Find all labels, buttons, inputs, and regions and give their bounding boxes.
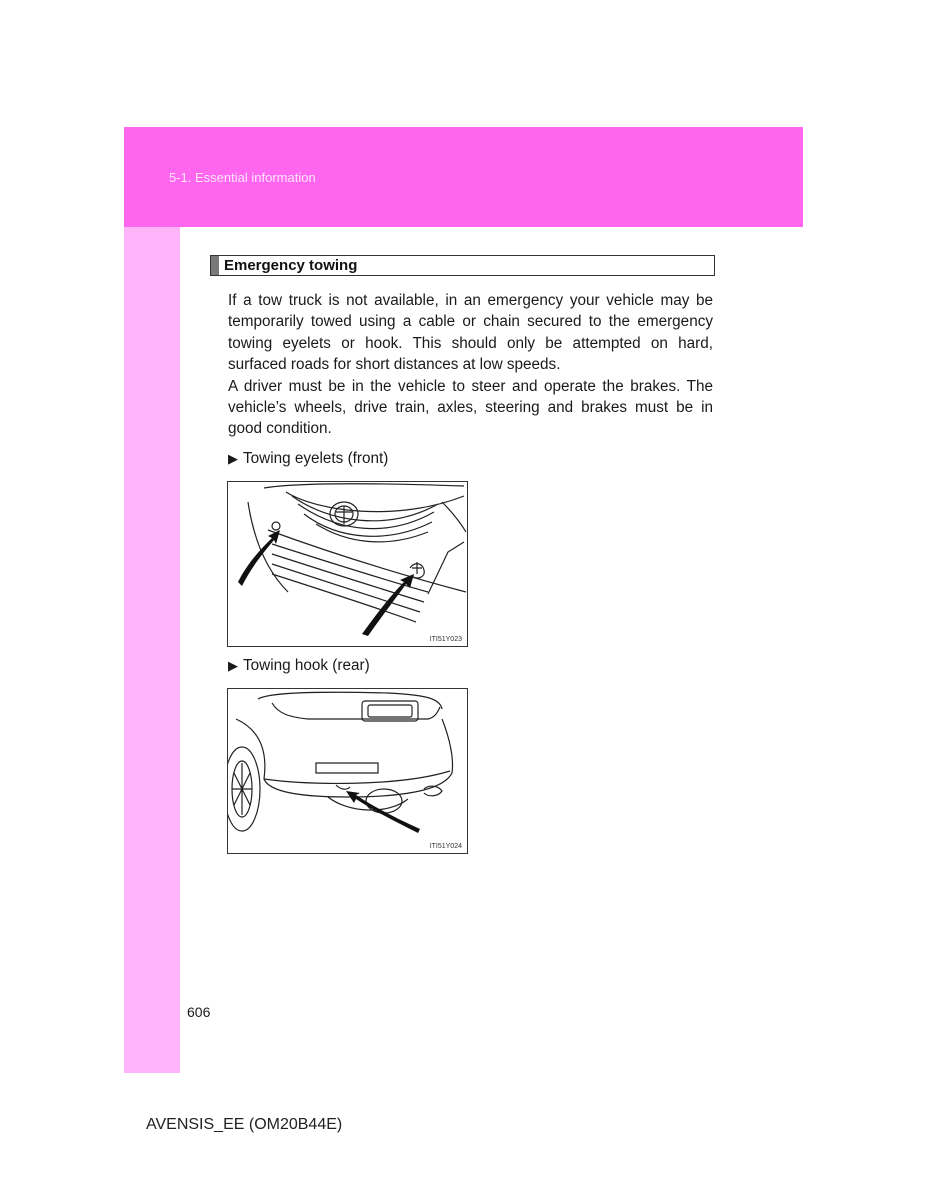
figure-2-code: ITI51Y024 <box>429 843 462 850</box>
rear-bumper-illustration <box>228 689 468 854</box>
front-bumper-illustration <box>228 482 468 647</box>
figure-2-caption-text: Towing hook (rear) <box>243 657 370 674</box>
figure-1-caption-text: Towing eyelets (front) <box>243 450 389 467</box>
section-label: 5-1. Essential information <box>169 170 316 185</box>
triangle-right-icon: ▶ <box>228 658 238 673</box>
figure-front-towing-eyelets <box>227 481 468 647</box>
section-title-bar <box>210 255 715 276</box>
body-text <box>228 290 713 440</box>
figure-1-code: ITI51Y023 <box>429 636 462 643</box>
title-marker <box>211 256 219 275</box>
paragraph-2: A driver must be in the vehicle to steer and operate the brakes. The vehicle’s wheels, drive train, axles, steering and brakes must be in good condition. <box>228 377 713 438</box>
figure-rear-towing-hook <box>227 688 468 854</box>
figure-1-caption <box>228 450 388 468</box>
page-number: 606 <box>187 1004 211 1020</box>
document-code: AVENSIS_EE (OM20B44E) <box>146 1116 343 1133</box>
side-strip <box>124 227 180 1073</box>
header-band <box>124 127 803 227</box>
paragraph-1: If a tow truck is not available, in an emergency your vehicle may be temporarily towed using a cable or chain secured to the emergency towing eyelets or hook. This should only be attempted on hard, surfaced roads for short distances at low speeds. <box>228 292 713 374</box>
triangle-right-icon: ▶ <box>228 451 238 466</box>
section-title: Emergency towing <box>224 257 358 274</box>
figure-2-caption <box>228 657 370 675</box>
